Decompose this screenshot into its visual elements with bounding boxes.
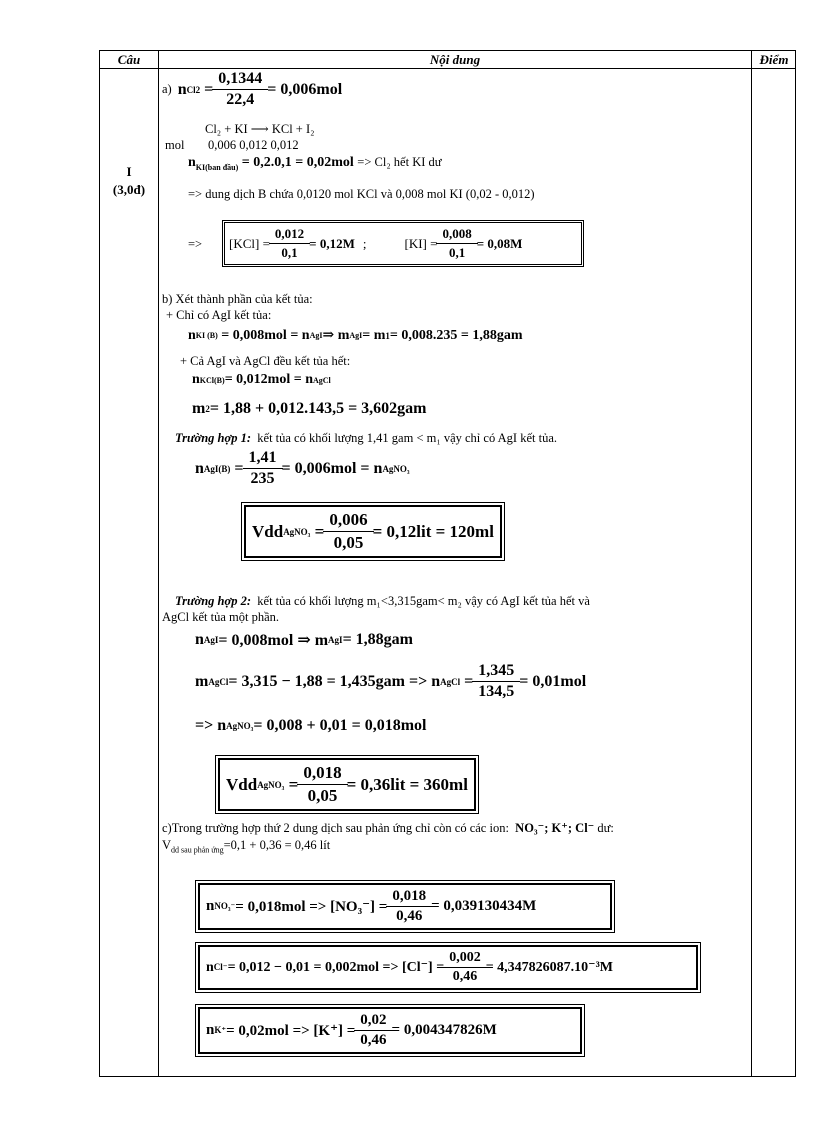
expr: = 0,008 + 0,01 = 0,018mol (253, 717, 427, 734)
numerator: 0,008 (442, 226, 472, 241)
denominator: 0,05 (297, 784, 347, 806)
tail: dư: (597, 821, 614, 835)
reaction: Cl₂ + KI ⟶ KCl + I₂ (205, 122, 315, 136)
eq-n-cl2: a) n Cl2 = $\frac{0,1344}{22,4}$ = 0,006mol (162, 70, 343, 108)
sub: AgNO₃ (257, 779, 285, 790)
numerator: 0,018 (392, 888, 427, 904)
separator: ; (362, 235, 367, 251)
result: = 0,12lit = 120ml (372, 521, 494, 541)
result: = 0,006mol = n (281, 459, 383, 477)
sub: AgI (203, 635, 219, 645)
eq-th2-1: n AgI = 0,008mol ⇒ m AgI = 1,88gam (195, 631, 414, 649)
sub: AgI (349, 331, 363, 340)
expr: = m (362, 327, 386, 343)
sub: 2 (195, 84, 201, 95)
ions: NO₃⁻; K⁺; Cl⁻ (515, 821, 595, 835)
part-c-intro (162, 821, 614, 836)
fraction (439, 226, 474, 261)
case-text: kết tủa có khối lượng m₁<3,315gam< m₂ vậy có AgI kết tủa hết và (257, 594, 590, 608)
expr: = 1,88gam (342, 631, 414, 648)
denominator: 0,1 (269, 243, 310, 261)
result: = 0,006mol (267, 80, 343, 98)
fraction (300, 763, 344, 806)
fraction (326, 510, 370, 553)
numerator: 0,02 (360, 1012, 387, 1028)
case-label: Trường hợp 1: (175, 431, 252, 445)
case-label: Trường hợp 2: (175, 594, 252, 608)
result: = 0,039130434M (431, 898, 537, 914)
denominator: 0,46 (443, 967, 487, 985)
numerator: 0,018 (303, 763, 342, 782)
expr: = 1,88 + 0,012.143,5 = 3,602gam (209, 400, 427, 417)
expr: = 0,008.235 = 1,88gam (389, 327, 523, 343)
result: = 0,01mol (519, 672, 587, 690)
result: = 0,36lit = 360ml (346, 774, 468, 794)
expr: = 0,008mol ⇒ m (218, 632, 329, 649)
denominator: 0,05 (323, 531, 373, 553)
mol-label: mol (165, 138, 185, 152)
expr: = 0,008mol = n (221, 327, 310, 343)
n-ki-eq: $n_{KI(ban đầu)} = 0,2.0,1 = 0,02mol => Cl_2$ hết KI dư (188, 155, 442, 172)
tail: => Cl₂ hết KI dư (357, 155, 442, 169)
sub: K⁺ (214, 1025, 227, 1035)
sub: AgCl (440, 676, 461, 687)
result: = 4,347826087.10⁻³M (485, 960, 613, 975)
eq-m2: m 2 = 1,88 + 0,012.143,5 = 3,602gam (192, 400, 427, 417)
volume-line (162, 838, 330, 858)
eq-th2-3 (195, 717, 426, 735)
expr: = 0,02mol => [K⁺] = (226, 1023, 356, 1039)
vdd: Vdd (226, 774, 258, 794)
sub: AgNO₃ (283, 526, 311, 537)
sub: 1 (385, 330, 390, 341)
sub: AgCl (208, 676, 229, 687)
result: = 0,004347826M (391, 1022, 497, 1038)
no3-box: n NO₃⁻ = 0,018mol => [NO₃⁻] = $\frac{0,018}{0,46}$ = 0,039130434M (198, 883, 612, 930)
fraction (475, 662, 517, 701)
question-score: (3,0đ) (112, 182, 146, 197)
fraction (446, 950, 484, 985)
denominator: 0,46 (354, 1030, 392, 1049)
expr: = 0,018mol => [NO₃⁻] = (235, 899, 388, 915)
arrow: => (188, 237, 203, 251)
denominator: 235 (243, 468, 283, 488)
result: = 0,12M (309, 235, 355, 251)
sub: dd sau phản ứng (171, 845, 224, 855)
kcl-label: [KCl] = (229, 235, 270, 251)
th1-text (175, 431, 557, 446)
sub: KI (B) (195, 331, 218, 340)
fraction (215, 70, 265, 109)
cl-box: n Cl⁻ = 0,012 − 0,01 = 0,002mol => [Cl⁻] = $\frac{0,002}{0,46}$ = 4,347826087.10⁻³M (198, 945, 698, 990)
vdd-box-1: Vdd AgNO₃ = $\frac{0,006}{0,05}$ = 0,12lit = 120ml (244, 505, 502, 558)
intro: c)Trong trường hợp thứ 2 dung dịch sau phản ứng chỉ còn có các ion: (162, 821, 509, 835)
question-number: I (126, 164, 132, 179)
numerator: 0,006 (329, 510, 368, 529)
column-divider (751, 51, 752, 1076)
sub: AgCl (312, 375, 331, 385)
header-diem: Điểm (759, 52, 789, 67)
numerator: 0,012 (274, 226, 305, 241)
concentration-box-a (224, 222, 582, 265)
sub: Cl⁻ (213, 962, 228, 972)
denominator: 0,1 (436, 243, 477, 261)
result: = 0,08M (476, 235, 523, 251)
case-text: kết tủa có khối lượng 1,41 gam < m₁ vậy chỉ có AgI kết tủa. (257, 431, 557, 445)
column-divider (158, 51, 159, 1076)
solution-b-text: => dung dịch B chứa 0,0120 mol KCl và 0,008 mol KI (0,02 - 0,012) (188, 187, 535, 201)
sub: AgNO₃ (226, 721, 254, 731)
th2-text-2: AgCl kết tủa một phần. (162, 610, 279, 624)
eq-th1: n AgI(B) = $\frac{1,41}{235}$ = 0,006mol = n AgNO₃ (195, 449, 410, 487)
fraction (246, 449, 280, 488)
expr: ⇒ m (322, 328, 350, 343)
ki-label: [KI] = (404, 235, 438, 251)
sub: AgI(B) (203, 463, 231, 474)
fraction (272, 226, 307, 261)
fraction (357, 1012, 389, 1049)
sub: AgI (309, 331, 323, 340)
header-cau: Câu (117, 52, 141, 67)
mol-row: 0,006 0,012 0,012 (208, 138, 299, 152)
fraction (389, 888, 429, 925)
expr: => n (195, 717, 227, 734)
expr: = 0,2.0,1 = 0,02mol (241, 155, 354, 170)
numerator: 0,002 (449, 950, 481, 965)
v: V (162, 838, 172, 852)
case-only-agi: + Chỉ có AgI kết tủa: (166, 308, 272, 322)
n-symbol: n (177, 80, 187, 98)
expr: = 3,315 − 1,88 = 1,435gam => n (228, 672, 441, 690)
vdd-box-2: Vdd AgNO₃ = $\frac{0,018}{0,05}$ = 0,36lit = 360ml (218, 758, 476, 811)
sub: AgI (328, 635, 343, 645)
denominator: 22,4 (212, 89, 268, 109)
eq-case1: n KI (B) = 0,008mol = n AgI ⇒ m AgI = m 1 = 0,008.235 = 1,88gam (188, 327, 523, 343)
sub: AgNO₃ (382, 463, 410, 474)
sub: 2 (205, 404, 210, 414)
case-both: + Cả AgI và AgCl đều kết tủa hết: (180, 354, 351, 368)
sub: KCl(B) (199, 375, 225, 385)
sub: NO₃⁻ (214, 901, 236, 911)
sub: Cl (186, 84, 196, 95)
th2-text (175, 594, 590, 609)
numerator: 0,1344 (218, 70, 263, 87)
eq-case2: n KCl(B) = 0,012mol = n AgCl (192, 372, 331, 387)
eq-th2-2: m AgCl = 3,315 − 1,88 = 1,435gam => n AgCl = $\frac{1,345}{134,5}$ = 0,01mol (195, 662, 587, 700)
denominator: 134,5 (472, 681, 520, 701)
numerator: 1,345 (478, 662, 515, 679)
part-b-intro: b) Xét thành phần của kết tủa: (162, 292, 313, 306)
part-a-label: a) (162, 82, 172, 96)
sub: KI(ban đầu) (195, 162, 239, 172)
k-box: n K⁺ = 0,02mol => [K⁺] = $\frac{0,02}{0,46}$ = 0,004347826M (198, 1007, 582, 1054)
vdd: Vdd (252, 521, 284, 541)
header-divider (100, 68, 795, 69)
header-noi-dung: Nội dung (429, 52, 481, 67)
expr: = 0,012 − 0,01 = 0,002mol => [Cl⁻] = (227, 960, 445, 975)
denominator: 0,46 (386, 906, 432, 925)
expr: = 0,012mol = n (224, 372, 313, 387)
numerator: 1,41 (248, 449, 277, 466)
expr: =0,1 + 0,36 = 0,46 lít (223, 838, 331, 852)
